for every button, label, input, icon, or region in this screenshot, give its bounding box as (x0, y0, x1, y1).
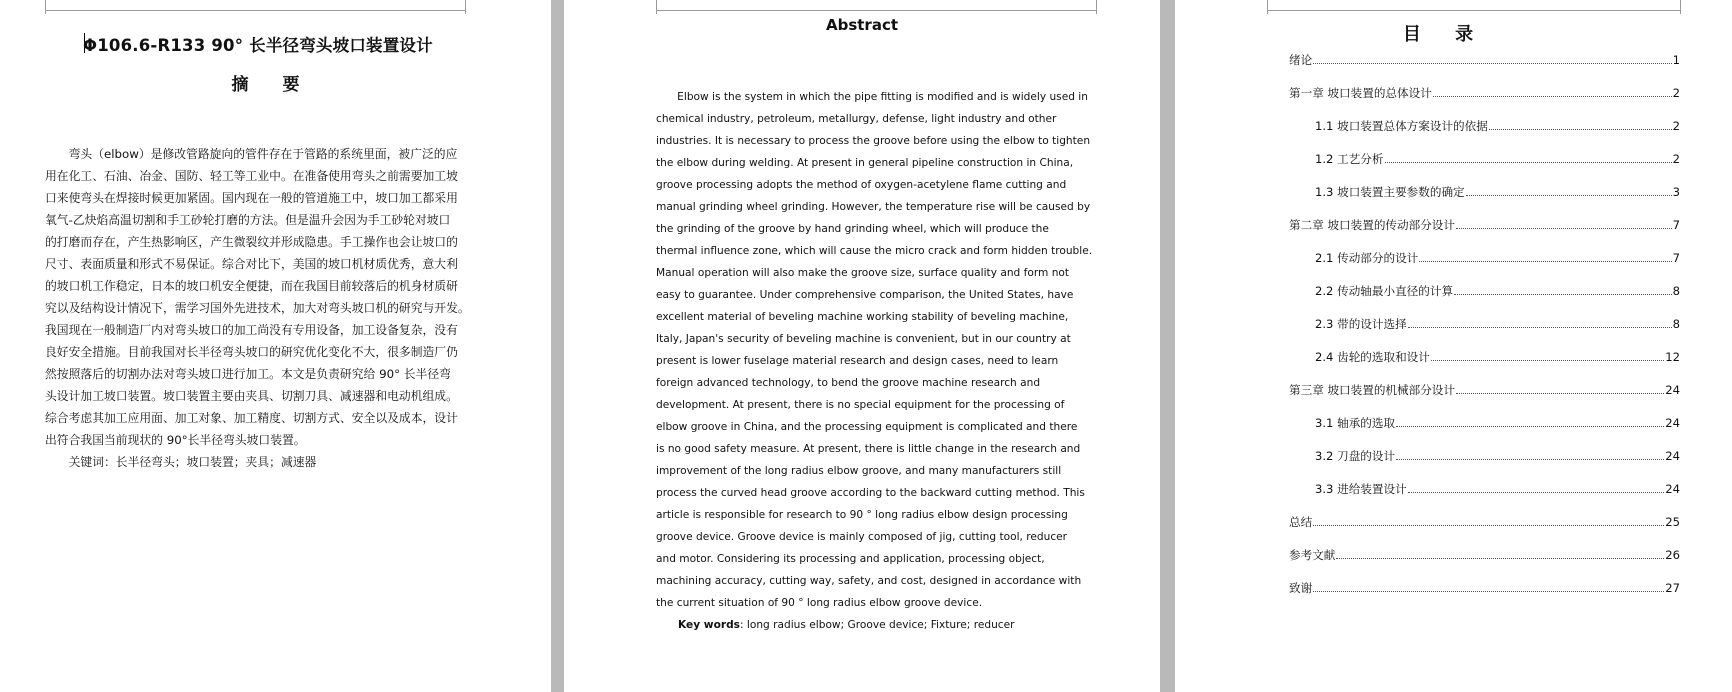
toc-dot-leader (1454, 294, 1672, 295)
toc-entry-page-number: 24 (1665, 416, 1680, 430)
keywords-label: Key words (678, 619, 740, 631)
toc-dot-leader (1313, 591, 1664, 592)
thesis-title[interactable]: Φ106.6-R133 90° 长半径弯头坡口装置设计 (83, 36, 433, 55)
toc-entry-title: 第二章 坡口装置的传动部分设计 (1289, 218, 1455, 232)
toc-dot-leader (1396, 426, 1664, 427)
toc-entry-title: 绪论 (1289, 53, 1313, 67)
abstract-line[interactable]: Italy, Japan's security of beveling machine is convenient, but in our country at (656, 333, 1071, 345)
abstract-line[interactable]: easy to guarantee. Under comprehensive comparison, the United States, have (656, 289, 1074, 301)
toc-entry-title: 1.1 坡口装置总体方案设计的依据 (1315, 119, 1488, 133)
toc-dot-leader (1385, 162, 1672, 163)
toc-entry[interactable] (1289, 217, 1680, 233)
abstract-heading-english[interactable]: Abstract (825, 16, 899, 34)
toc-dot-leader (1433, 96, 1672, 97)
abstract-line[interactable]: groove device. Groove device is mainly composed of jig, cutting tool, reducer (656, 531, 1068, 543)
abstract-body-chinese[interactable] (45, 143, 470, 473)
toc-entry-page-number: 3 (1672, 185, 1680, 199)
margin-corner-mark (45, 0, 46, 14)
toc-entry-title: 3.3 进给装置设计 (1315, 482, 1407, 496)
toc-entry-page-number: 7 (1672, 251, 1680, 265)
margin-corner-mark (1096, 0, 1097, 14)
toc-dot-leader (1489, 129, 1672, 130)
toc-entry-title: 1.2 工艺分析 (1315, 152, 1384, 166)
abstract-line[interactable]: 综合考虑其加工应用面、加工对象、加工精度、切割方式、安全以及成本，设计 (45, 411, 458, 425)
abstract-line[interactable]: 究以及结构设计情况下，需学习国外先进技术，加大对弯头坡口机的研究与开发。 (45, 301, 470, 315)
margin-corner-mark (1267, 0, 1268, 14)
abstract-line[interactable]: 的打磨而存在，产生热影响区，产生微裂纹并形成隐患。手工操作也会让坡口的 (45, 235, 458, 249)
toc-dot-leader (1313, 525, 1664, 526)
toc-entry-page-number: 2 (1672, 152, 1680, 166)
header-margin-line (45, 10, 465, 11)
abstract-line[interactable]: manual grinding wheel grinding. However, the temperature rise will be caused by (656, 201, 1091, 213)
abstract-line[interactable]: development. At present, there is no special equipment for the processing of (656, 399, 1065, 411)
toc-dot-leader (1456, 228, 1672, 229)
abstract-line[interactable]: chemical industry, petroleum, metallurgy, defense, light industry and other (656, 113, 1057, 125)
toc-entry-title: 致谢 (1289, 581, 1313, 595)
toc-entry[interactable] (1289, 547, 1680, 563)
toc-dot-leader (1313, 63, 1671, 64)
toc-entry-page-number: 8 (1672, 284, 1680, 298)
toc-entry-page-number: 8 (1672, 317, 1680, 331)
keywords-text: : long radius elbow; Groove device; Fixture; reducer (739, 619, 1015, 631)
abstract-line[interactable]: 氧气-乙炔焰高温切割和手工砂轮打磨的方法。但是温升会因为手工砂轮对坡口 (45, 213, 451, 227)
toc-heading[interactable]: 目 录 (1402, 24, 1488, 45)
toc-entry-page-number: 12 (1665, 350, 1680, 364)
toc-entry-title: 2.2 传动轴最小直径的计算 (1315, 284, 1454, 298)
toc-entry-title: 第三章 坡口装置的机械部分设计 (1289, 383, 1455, 397)
toc-dot-leader (1466, 195, 1672, 196)
toc-entry[interactable] (1315, 250, 1680, 266)
toc-dot-leader (1456, 393, 1664, 394)
toc-entry[interactable] (1315, 415, 1680, 431)
abstract-line[interactable]: 的坡口机工作稳定，日本的坡口机安全便捷，而在我国目前较落后的机身材质研 (45, 279, 458, 293)
toc-entry[interactable] (1315, 481, 1680, 497)
abstract-line[interactable]: foreign advanced technology, to bend the groove machine research and (656, 377, 1041, 389)
abstract-line[interactable]: 出符合我国当前现状的 90°长半径弯头坡口装置。 (45, 433, 306, 447)
toc-entry-page-number: 24 (1665, 449, 1680, 463)
abstract-line[interactable]: 良好安全措施。目前我国对长半径弯头坡口的研究优化变化不大，很多制造厂仍 (45, 345, 458, 359)
abstract-line[interactable]: 弯头（elbow）是修改管路旋向的管件存在于管路的系统里面，被广泛的应 (45, 147, 458, 161)
document-page-english-abstract[interactable] (564, 0, 1160, 692)
abstract-line[interactable]: is no good safety measure. At present, there is little change in the research and (656, 443, 1081, 455)
abstract-line[interactable]: improvement of the long radius elbow groove, and many manufacturers still (656, 465, 1062, 477)
abstract-heading-chinese[interactable]: 摘 要 (231, 75, 314, 95)
toc-entry[interactable] (1289, 382, 1680, 398)
header-margin-line (1267, 10, 1680, 11)
abstract-line[interactable]: and motor. Considering its processing and application, processing object, (656, 553, 1045, 565)
toc-entry[interactable] (1315, 184, 1680, 200)
toc-entry-title: 3.1 轴承的选取 (1315, 416, 1396, 430)
abstract-line[interactable]: Manual operation will also make the groove size, surface quality and form not (656, 267, 1070, 279)
toc-entry-title: 参考文献 (1289, 548, 1336, 562)
toc-entry-page-number: 7 (1672, 218, 1680, 232)
header-margin-line (656, 10, 1096, 11)
toc-entry-page-number: 26 (1665, 548, 1680, 562)
margin-corner-mark (1680, 0, 1681, 14)
keywords-line[interactable] (656, 614, 1096, 636)
toc-entry-title: 2.4 齿轮的选取和设计 (1315, 350, 1430, 364)
document-page-table-of-contents[interactable] (1175, 0, 1732, 692)
abstract-line[interactable]: article is responsible for research to 90 ° long radius elbow design processing (656, 509, 1068, 521)
abstract-line[interactable]: present is lower fuselage material research and design cases, need to learn (656, 355, 1059, 367)
toc-entry[interactable] (1289, 514, 1680, 530)
toc-entry-page-number: 24 (1665, 482, 1680, 496)
toc-entry-page-number: 2 (1672, 119, 1680, 133)
abstract-line[interactable]: the current situation of 90 ° long radius elbow groove device. (656, 597, 983, 609)
toc-entry-page-number: 1 (1672, 53, 1680, 67)
abstract-line[interactable]: 口来使弯头在焊接时候更加紧固。国内现在一般的管道施工中，坡口加工都采用 (45, 191, 458, 205)
abstract-line[interactable]: the grinding of the groove by hand grinding wheel, which will produce the (656, 223, 1049, 235)
toc-entry-title: 2.3 带的设计选择 (1315, 317, 1407, 331)
toc-entry[interactable] (1315, 151, 1680, 167)
toc-dot-leader (1408, 492, 1665, 493)
abstract-line[interactable]: 然按照落后的切割办法对弯头坡口进行加工。本文是负责研究给 90° 长半径弯 (45, 367, 451, 381)
toc-entry-page-number: 27 (1665, 581, 1680, 595)
toc-dot-leader (1419, 261, 1671, 262)
margin-corner-mark (465, 0, 466, 14)
toc-entry[interactable] (1289, 52, 1680, 68)
toc-entry[interactable] (1289, 580, 1680, 596)
abstract-line[interactable]: 用在化工、石油、冶金、国防、轻工等工业中。在准备使用弯头之前需要加工坡 (45, 169, 458, 183)
abstract-body-english[interactable] (656, 86, 1096, 636)
toc-entry[interactable] (1315, 448, 1680, 464)
abstract-line[interactable]: thermal influence zone, which will cause the micro crack and form hidden trouble. (656, 245, 1093, 257)
toc-entry-title: 第一章 坡口装置的总体设计 (1289, 86, 1432, 100)
toc-entry[interactable] (1315, 283, 1680, 299)
toc-dot-leader (1431, 360, 1664, 361)
document-page-chinese-abstract[interactable] (0, 0, 551, 692)
abstract-line[interactable]: machining accuracy, cutting way, safety, and cost, designed in accordance with (656, 575, 1082, 587)
toc-entry[interactable] (1315, 349, 1680, 365)
abstract-line[interactable]: 我国现在一般制造厂内对弯头坡口的加工尚没有专用设备，加工设备复杂，没有 (45, 323, 458, 337)
abstract-line[interactable]: 头设计加工坡口装置。坡口装置主要由夹具、切割刀具、减速器和电动机组成。 (45, 389, 458, 403)
abstract-line[interactable]: the elbow during welding. At present in general pipeline construction in China, (656, 157, 1074, 169)
toc-entry-title: 总结 (1289, 515, 1313, 529)
toc-entry-page-number: 2 (1672, 86, 1680, 100)
toc-entry-page-number: 25 (1665, 515, 1680, 529)
abstract-line[interactable]: 尺寸、表面质量和形式不易保证。综合对比下，美国的坡口机材质优秀，意大利 (45, 257, 458, 271)
toc-dot-leader (1336, 558, 1664, 559)
toc-entry[interactable] (1315, 316, 1680, 332)
toc-dot-leader (1396, 459, 1664, 460)
toc-entry-title: 1.3 坡口装置主要参数的确定 (1315, 185, 1465, 199)
toc-entry[interactable] (1289, 85, 1680, 101)
toc-entry-title: 3.2 刀盘的设计 (1315, 449, 1396, 463)
abstract-line[interactable]: process the curved head groove according to the backward cutting method. This (656, 487, 1085, 499)
abstract-line[interactable]: groove processing adopts the method of oxygen-acetylene flame cutting and (656, 179, 1067, 191)
margin-corner-mark (656, 0, 657, 14)
toc-entry-page-number: 24 (1665, 383, 1680, 397)
abstract-line[interactable]: 关键词：长半径弯头；坡口装置；夹具；减速器 (45, 455, 317, 469)
toc-dot-leader (1408, 327, 1672, 328)
toc-entry[interactable] (1315, 118, 1680, 134)
abstract-line[interactable]: Elbow is the system in which the pipe fitting is modified and is widely used in (656, 91, 1088, 103)
toc-entry-title: 2.1 传动部分的设计 (1315, 251, 1419, 265)
abstract-line[interactable]: industries. It is necessary to process the groove before using the elbow to tighten (656, 135, 1091, 147)
abstract-line[interactable]: elbow groove in China, and the processing equipment is complicated and there (656, 421, 1078, 433)
abstract-line[interactable]: excellent material of beveling machine working stability of beveling machine, (656, 311, 1069, 323)
